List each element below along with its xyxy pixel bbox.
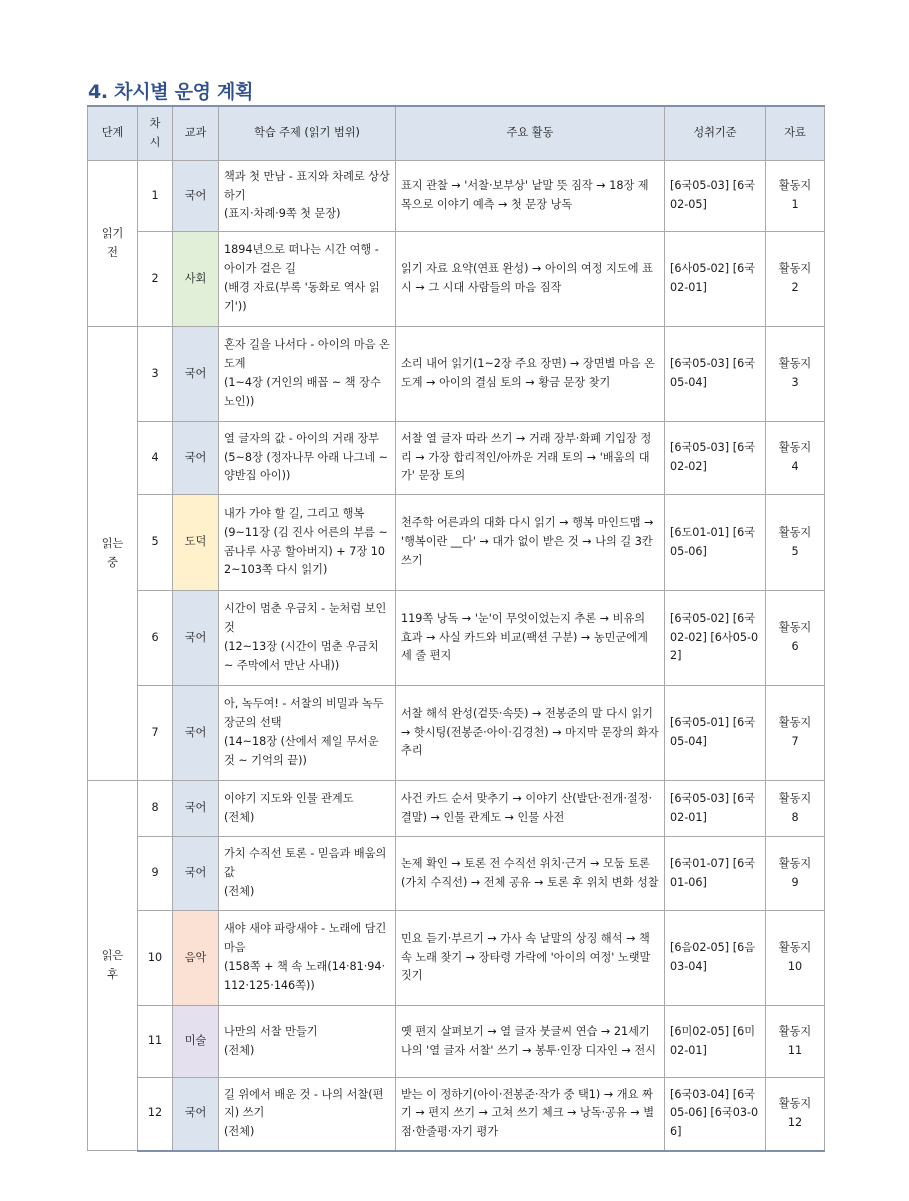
header-subject: 교과 [173, 106, 219, 161]
standard-cell: [6국05-02] [6국02-02] [6사05-02] [665, 591, 766, 686]
stage-after-reading: 읽은 후 [88, 781, 138, 1151]
header-stage: 단계 [88, 106, 138, 161]
session-number: 4 [138, 422, 173, 495]
topic-cell: 이야기 지도와 인물 관계도 (전체) [219, 781, 396, 837]
standard-cell: [6국05-01] [6국05-04] [665, 686, 766, 781]
topic-cell: 책과 첫 만남 - 표지와 차례로 상상하기 (표지·차례·9쪽 첫 문장) [219, 161, 396, 232]
worksheet-cell: 활동지 8 [766, 781, 825, 837]
subject-cell: 국어 [173, 422, 219, 495]
worksheet-cell: 활동지 2 [766, 232, 825, 327]
standard-cell: [6사05-02] [6국02-01] [665, 232, 766, 327]
worksheet-cell: 활동지 3 [766, 327, 825, 422]
table-row [88, 1006, 825, 1078]
stage-during-reading: 읽는 중 [88, 327, 138, 781]
subject-cell: 국어 [173, 161, 219, 232]
worksheet-cell: 활동지 6 [766, 591, 825, 686]
table-row [88, 1078, 825, 1151]
worksheet-cell: 활동지 1 [766, 161, 825, 232]
worksheet-cell: 활동지 7 [766, 686, 825, 781]
session-number: 11 [138, 1006, 173, 1078]
session-number: 1 [138, 161, 173, 232]
session-number: 10 [138, 911, 173, 1006]
activity-cell: 읽기 자료 요약(연표 완성) → 아이의 여정 지도에 표시 → 그 시대 사람들의 마음 짐작 [396, 232, 665, 327]
topic-cell: 길 위에서 배운 것 - 나의 서찰(편지) 쓰기 (전체) [219, 1078, 396, 1151]
session-number: 12 [138, 1078, 173, 1151]
activity-cell: 서찰 해석 완성(겉뜻·속뜻) → 전봉준의 말 다시 읽기 → 핫시팅(전봉준·아이·김경천) → 마지막 문장의 화자 추리 [396, 686, 665, 781]
topic-cell: 아, 녹두여! - 서찰의 비밀과 녹두장군의 선택 (14~18장 (산에서 제일 무서운 것 ~ 기억의 끝)) [219, 686, 396, 781]
standard-cell: [6미02-05] [6미02-01] [665, 1006, 766, 1078]
subject-cell: 국어 [173, 327, 219, 422]
subject-cell: 국어 [173, 591, 219, 686]
topic-cell: 가치 수직선 토론 - 믿음과 배움의 값 (전체) [219, 837, 396, 911]
subject-cell: 국어 [173, 837, 219, 911]
activity-cell: 논제 확인 → 토론 전 수직선 위치·근거 → 모둠 토론(가치 수직선) → 전체 공유 → 토론 후 위치 변화 성찰 [396, 837, 665, 911]
session-number: 5 [138, 495, 173, 591]
topic-cell: 나만의 서찰 만들기 (전체) [219, 1006, 396, 1078]
header-resource: 자료 [766, 106, 825, 161]
standard-cell: [6음02-05] [6음03-04] [665, 911, 766, 1006]
activity-cell: 천주학 어른과의 대화 다시 읽기 → 행복 마인드맵 → '행복이란 __다' → 대가 없이 받은 것 → 나의 길 3칸 쓰기 [396, 495, 665, 591]
header-standard: 성취기준 [665, 106, 766, 161]
subject-cell: 음악 [173, 911, 219, 1006]
topic-cell: 새야 새야 파랑새야 - 노래에 담긴 마음 (158쪽 + 책 속 노래(14·81·94·112·125·146쪽)) [219, 911, 396, 1006]
worksheet-cell: 활동지 11 [766, 1006, 825, 1078]
activity-cell: 옛 편지 살펴보기 → 열 글자 붓글씨 연습 → 21세기 나의 '열 글자 서찰' 쓰기 → 봉투·인장 디자인 → 전시 [396, 1006, 665, 1078]
table-row [88, 422, 825, 495]
activity-cell: 119쪽 낭독 → '눈'이 무엇이었는지 추론 → 비유의 효과 → 사실 카드와 비교(팩션 구분) → 농민군에게 세 줄 편지 [396, 591, 665, 686]
session-number: 3 [138, 327, 173, 422]
activity-cell: 사건 카드 순서 맞추기 → 이야기 산(발단·전개·절정·결말) → 인물 관계도 → 인물 사전 [396, 781, 665, 837]
table-row [88, 161, 825, 232]
table-row [88, 686, 825, 781]
worksheet-cell: 활동지 4 [766, 422, 825, 495]
table-row [88, 837, 825, 911]
stage-before-reading: 읽기 전 [88, 161, 138, 327]
activity-cell: 소리 내어 읽기(1~2장 주요 장면) → 장면별 마음 온도계 → 아이의 결심 토의 → 황금 문장 찾기 [396, 327, 665, 422]
topic-cell: 1894년으로 떠나는 시간 여행 - 아이가 걸은 길 (배경 자료(부록 '동화로 역사 읽기')) [219, 232, 396, 327]
topic-cell: 내가 가야 할 길, 그리고 행복 (9~11장 (김 진사 어른의 부름 ~ 곰나루 사공 할아버지) + 7장 102~103쪽 다시 읽기) [219, 495, 396, 591]
header-session: 차 시 [138, 106, 173, 161]
table-header-row [88, 106, 825, 161]
standard-cell: [6국03-04] [6국05-06] [6국03-06] [665, 1078, 766, 1151]
subject-cell: 국어 [173, 686, 219, 781]
standard-cell: [6국05-03] [6국05-04] [665, 327, 766, 422]
worksheet-cell: 활동지 10 [766, 911, 825, 1006]
header-topic: 학습 주제 (읽기 범위) [219, 106, 396, 161]
subject-cell: 사회 [173, 232, 219, 327]
standard-cell: [6국05-03] [6국02-01] [665, 781, 766, 837]
header-activity: 주요 활동 [396, 106, 665, 161]
section-heading: 4. 차시별 운영 계획 [88, 81, 254, 103]
table-row [88, 911, 825, 1006]
session-number: 9 [138, 837, 173, 911]
worksheet-cell: 활동지 5 [766, 495, 825, 591]
table-row [88, 495, 825, 591]
table-row [88, 327, 825, 422]
activity-cell: 받는 이 정하기(아이·전봉준·작가 중 택1) → 개요 짜기 → 편지 쓰기 → 고쳐 쓰기 체크 → 낭독·공유 → 별점·한줄평·자기 평가 [396, 1078, 665, 1151]
table-row [88, 591, 825, 686]
session-plan-table [87, 105, 825, 1152]
activity-cell: 서찰 열 글자 따라 쓰기 → 거래 장부·화폐 기입장 정리 → 가장 합리적인/아까운 거래 토의 → '배움의 대가' 문장 토의 [396, 422, 665, 495]
worksheet-cell: 활동지 9 [766, 837, 825, 911]
standard-cell: [6국05-03] [6국02-05] [665, 161, 766, 232]
topic-cell: 혼자 길을 나서다 - 아이의 마음 온도계 (1~4장 (거인의 배꼽 ~ 책 장수 노인)) [219, 327, 396, 422]
subject-cell: 국어 [173, 781, 219, 837]
topic-cell: 시간이 멈춘 우금치 - 눈처럼 보인 것 (12~13장 (시간이 멈춘 우금치 ~ 주막에서 만난 사내)) [219, 591, 396, 686]
activity-cell: 표지 관찰 → '서찰·보부상' 낱말 뜻 짐작 → 18장 제목으로 이야기 예측 → 첫 문장 낭독 [396, 161, 665, 232]
worksheet-cell: 활동지 12 [766, 1078, 825, 1151]
subject-cell: 도덕 [173, 495, 219, 591]
session-number: 8 [138, 781, 173, 837]
topic-cell: 열 글자의 값 - 아이의 거래 장부 (5~8장 (정자나무 아래 나그네 ~ 양반집 아이)) [219, 422, 396, 495]
activity-cell: 민요 듣기·부르기 → 가사 속 낱말의 상징 해석 → 책 속 노래 찾기 → 장타령 가락에 '아이의 여정' 노랫말 짓기 [396, 911, 665, 1006]
session-number: 7 [138, 686, 173, 781]
session-number: 2 [138, 232, 173, 327]
table-row [88, 232, 825, 327]
standard-cell: [6국05-03] [6국02-02] [665, 422, 766, 495]
standard-cell: [6도01-01] [6국05-06] [665, 495, 766, 591]
subject-cell: 미술 [173, 1006, 219, 1078]
session-number: 6 [138, 591, 173, 686]
subject-cell: 국어 [173, 1078, 219, 1151]
table-row [88, 781, 825, 837]
standard-cell: [6국01-07] [6국01-06] [665, 837, 766, 911]
